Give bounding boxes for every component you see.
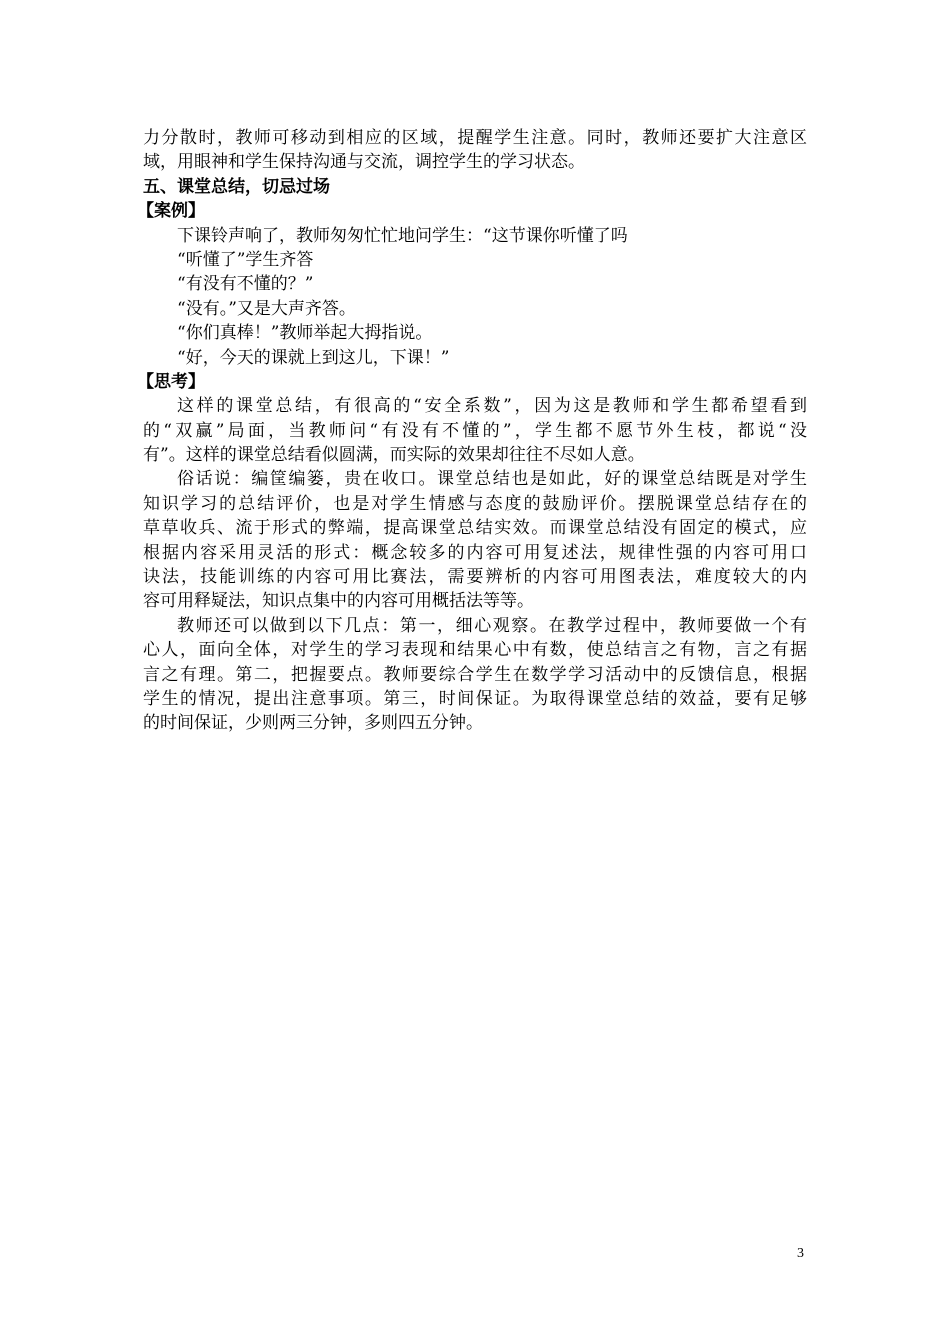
paragraph-line: “有没有不懂的？”: [177, 274, 314, 295]
paragraph-line: 诀法，技能训练的内容可用比赛法，需要辨析的内容可用图表法，难度较大的内: [143, 567, 807, 588]
paragraph: [143, 297, 807, 321]
paragraph-line: 这样的课堂总结，有很高的“安全系数”，因为这是教师和学生都希望看到: [177, 396, 807, 417]
subsection-label: 【思考】: [137, 371, 205, 392]
paragraph-line: 根据内容采用灵活的形式：概念较多的内容可用复述法，规律性强的内容可用口: [143, 542, 807, 563]
paragraph: [143, 248, 807, 272]
paragraph: [143, 272, 807, 296]
paragraph: [143, 126, 807, 175]
paragraph-line: 下课铃声响了，教师匆匆忙忙地问学生：“这节课你听懂了吗: [177, 225, 628, 246]
paragraph-line: 学生的情况，提出注意事项。第三，时间保证。为取得课堂总结的效益，要有足够: [143, 688, 807, 709]
paragraph: [143, 467, 807, 613]
paragraph-line: “没有。”又是大声齐答。: [177, 298, 356, 319]
document-body: [137, 126, 807, 736]
paragraph-line: 教师还可以做到以下几点：第一，细心观察。在教学过程中，教师要做一个有: [177, 615, 807, 636]
paragraph-line: “听懂了”学生齐答: [177, 249, 314, 270]
paragraph-line: “你们真棒！”教师举起大拇指说。: [177, 323, 433, 344]
paragraph: [143, 224, 807, 248]
paragraph-line: 有”。这样的课堂总结看似圆满，而实际的效果却往往不尽如人意。: [143, 445, 645, 466]
paragraph: [143, 321, 807, 345]
section-heading: 五、课堂总结，切忌过场: [143, 176, 330, 197]
paragraph-line: 心人，面向全体，对学生的学习表现和结果心中有数，使总结言之有物，言之有据: [143, 640, 807, 661]
paragraph-line: 草草收兵、流于形式的弊端，提高课堂总结实效。而课堂总结没有固定的模式，应: [143, 518, 807, 539]
paragraph: [143, 394, 807, 467]
paragraph-line: 知识学习的总结评价，也是对学生情感与态度的鼓励评价。摆脱课堂总结存在的: [143, 493, 807, 514]
paragraph-line: 的“双赢”局面，当教师问“有没有不懂的”，学生都不愿节外生枝，都说“没: [143, 420, 807, 441]
paragraph-line: 域，用眼神和学生保持沟通与交流，调控学生的学习状态。: [143, 152, 585, 173]
paragraph: [143, 346, 807, 370]
paragraph-line: 俗话说：编筐编篓，贵在收口。课堂总结也是如此，好的课堂总结既是对学生: [177, 469, 807, 490]
subsection-label: 【案例】: [137, 201, 205, 222]
paragraph-line: 容可用释疑法，知识点集中的内容可用概括法等等。: [143, 591, 534, 612]
paragraph-line: “好，今天的课就上到这儿，下课！”: [177, 347, 450, 368]
paragraph-line: 力分散时，教师可移动到相应的区域，提醒学生注意。同时，教师还要扩大注意区: [143, 128, 807, 148]
paragraph: [143, 614, 807, 736]
page-number: 3: [797, 1246, 804, 1261]
paragraph-line: 的时间保证，少则两三分钟，多则四五分钟。: [143, 713, 483, 734]
paragraph-line: 言之有理。第二，把握要点。教师要综合学生在数学学习活动中的反馈信息，根据: [143, 664, 807, 685]
